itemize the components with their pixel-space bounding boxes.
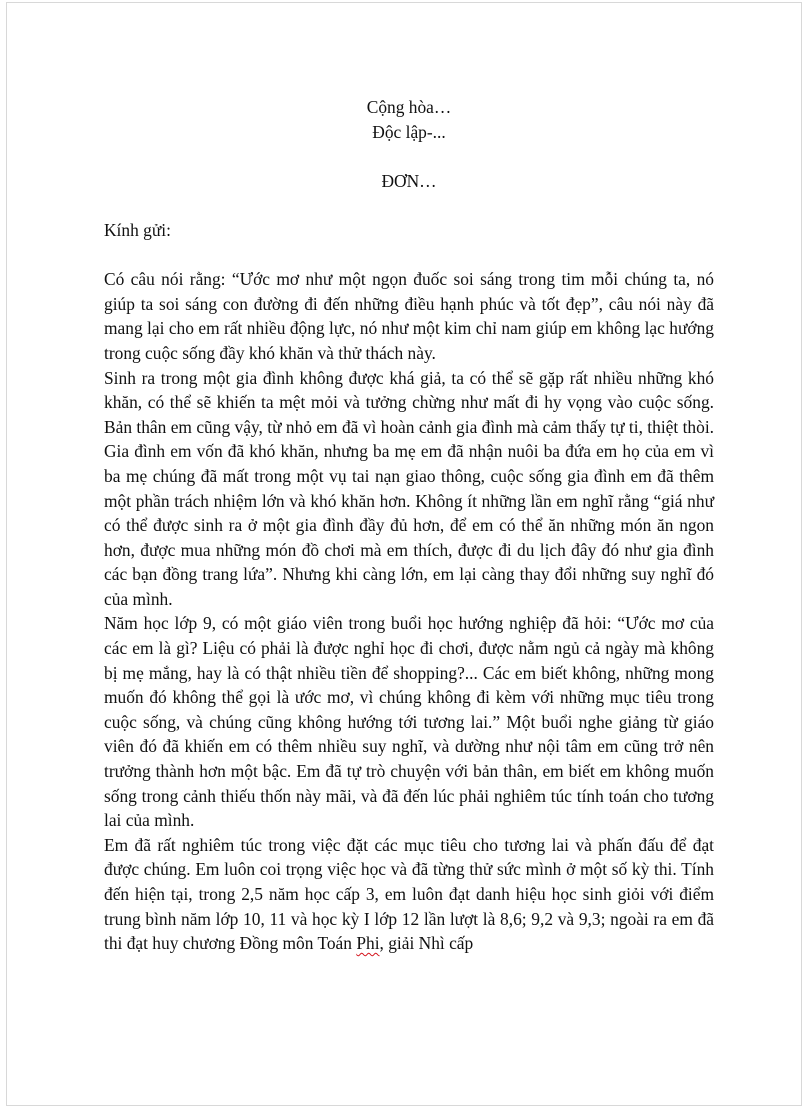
paragraph-2: Sinh ra trong một gia đình không được khá giả, ta có thể sẽ gặp rất nhiều những khó khăn, có thể sẽ khiến ta mệt mỏi và tưởng chừng như mất đi hy vọng vào cuộc sống. Bản thân em cũng vậy, từ nhỏ em đã vì hoàn cảnh gia đình mà cảm thấy tự ti, thiệt thòi. Gia đình em vốn đã khó khăn, nhưng ba mẹ em đã nhận nuôi ba đứa em họ của em vì ba mẹ chúng đã mất trong một vụ tai nạn giao thông, cuộc sống gia đình em đã thêm một phần trách nhiệm lớn và khó khăn hơn. Không ít những lần em nghĩ rằng “giá như có thể được sinh ra ở một gia đình đầy đủ hơn, để em có thể ăn những món ăn ngon hơn, được mua những món đồ chơi mà em thích, được đi du lịch đây đó như gia đình các bạn đồng trang lứa”. Nhưng khi càng lớn, em lại càng thay đổi những suy nghĩ đó của mình.	[104, 367, 714, 609]
paragraph-4	[104, 833, 714, 956]
spellcheck-flagged-word[interactable]: Phi	[356, 933, 380, 954]
paragraph-4-tail: , giải Nhì cấp	[379, 933, 474, 954]
header-line-2: Độc lập-...	[372, 121, 446, 142]
document-body	[104, 95, 714, 956]
paragraph-1: Có câu nói rằng: “Ước mơ như một ngọn đuốc soi sáng trong tim mỗi chúng ta, nó giúp ta soi sáng con đường đi đến những điều hạnh phúc và tốt đẹp”, câu nói này đã mang lại cho em rất nhiều động lực, nó như một kim chỉ nam giúp em không lạc hướng trong cuộc sống đầy khó khăn và thử thách này.	[104, 269, 714, 363]
salutation: Kính gửi:	[104, 219, 171, 240]
document-page	[6, 2, 802, 1106]
blank-line	[104, 193, 714, 218]
document-title: ĐƠN…	[381, 170, 437, 191]
header-line-1: Cộng hòa…	[366, 97, 452, 117]
paragraph-4-text: Em đã rất nghiêm túc trong việc đặt các mục tiêu cho tương lai và phấn đấu để đạt được chúng. Em luôn coi trọng việc học và đã từng thử sức mình ở một số kỳ thi. Tính đến hiện tại, trong 2,5 năm học cấp 3, em luôn đạt danh hiệu học sinh giỏi với điểm trung bình năm lớp 10, 11 và học kỳ I lớp 12 lần lượt là 8,6; 9,2 và 9,3; ngoài ra em đã thi đạt huy chương Đồng môn Toán	[104, 834, 714, 954]
blank-line	[104, 243, 714, 268]
blank-line	[104, 144, 714, 169]
paragraph-3: Năm học lớp 9, có một giáo viên trong buổi học hướng nghiệp đã hỏi: “Ước mơ của các em là gì? Liệu có phải là được nghỉ học đi chơi, được nằm ngủ cả ngày mà không bị mẹ mắng, hay là có thật nhiều tiền để shopping?... Các em biết không, những mong muốn đó không thể gọi là ước mơ, vì chúng không đi kèm với những mục tiêu trong cuộc sống, và chúng cũng không hướng tới tương lai.” Một buổi nghe giảng từ giáo viên đó đã khiến em có thêm nhiều suy nghĩ, và dường như nội tâm em cũng trở nên trưởng thành hơn một bậc. Em đã tự trò chuyện với bản thân, em biết em không muốn sống trong cảnh thiếu thốn này mãi, và đã đến lúc phải nghiêm túc tính toán cho tương lai của mình.	[104, 613, 714, 831]
